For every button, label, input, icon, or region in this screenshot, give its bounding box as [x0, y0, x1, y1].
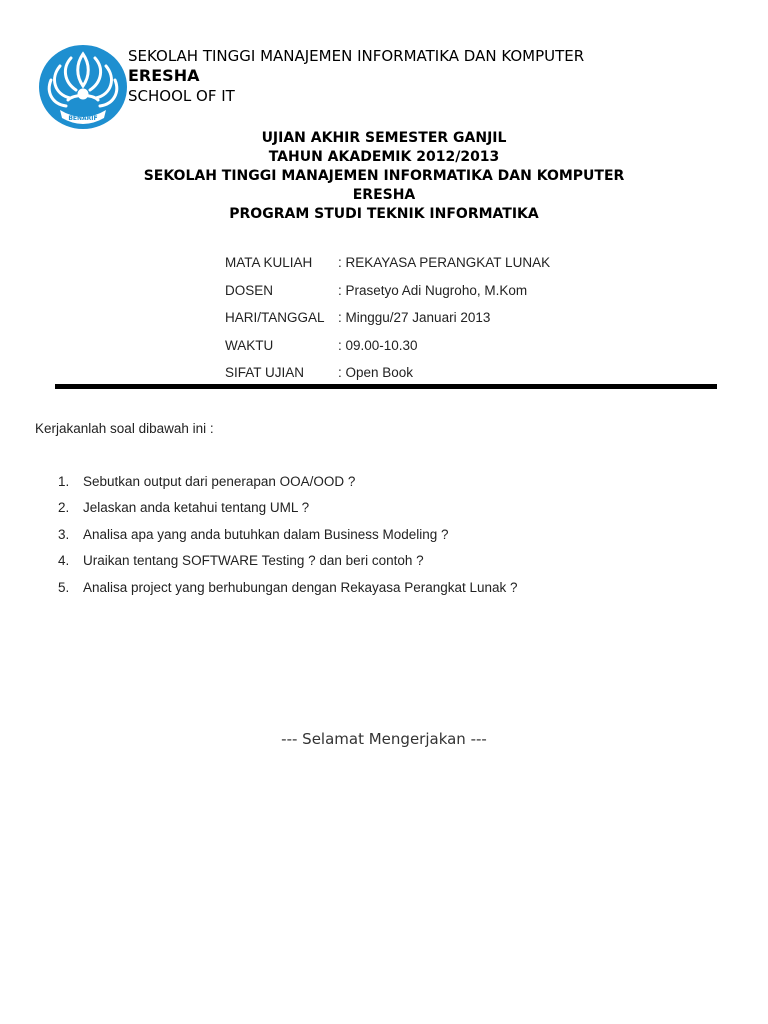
institution-short-name: ERESHA	[128, 66, 200, 85]
instruction-text: Kerjakanlah soal dibawah ini :	[35, 421, 214, 436]
institution-logo	[38, 44, 128, 130]
exam-title-block	[0, 129, 768, 224]
list-item	[58, 548, 518, 575]
info-value: : Open Book	[338, 365, 414, 381]
title-line-3: SEKOLAH TINGGI MANAJEMEN INFORMATIKA DAN KOMPUTER	[143, 168, 625, 184]
question-text: Analisa project yang berhubungan dengan Rekayasa Perangkat Lunak ?	[83, 579, 518, 595]
question-text: Analisa apa yang anda butuhkan dalam Business Modeling ?	[83, 526, 449, 542]
closing-text: --- Selamat Mengerjakan ---	[281, 730, 487, 748]
info-label: HARI/TANGGAL	[225, 310, 325, 326]
question-text: Uraikan tentang SOFTWARE Testing ? dan beri contoh ?	[83, 553, 424, 569]
question-number: 4.	[58, 553, 70, 569]
question-number: 2.	[58, 500, 70, 516]
info-value: : 09.00-10.30	[338, 337, 418, 353]
question-number: 3.	[58, 526, 70, 542]
info-row	[225, 304, 550, 332]
list-item	[58, 468, 518, 495]
institution-school: SCHOOL OF IT	[128, 87, 235, 105]
info-row	[225, 249, 550, 277]
title-line-1: UJIAN AKHIR SEMESTER GANJIL	[261, 130, 507, 146]
question-text: Sebutkan output dari penerapan OOA/OOD ?	[83, 473, 356, 489]
info-row	[225, 332, 550, 360]
info-label: SIFAT UJIAN	[225, 365, 305, 381]
info-value: : Prasetyo Adi Nugroho, M.Kom	[338, 282, 528, 298]
info-row	[225, 359, 550, 387]
info-value: : Minggu/27 Januari 2013	[338, 310, 491, 326]
list-item	[58, 521, 518, 548]
question-text: Jelaskan anda ketahui tentang UML ?	[83, 500, 310, 516]
logo-lettering: BENARIF	[68, 115, 98, 122]
institution-name: SEKOLAH TINGGI MANAJEMEN INFORMATIKA DAN KOMPUTER	[128, 47, 585, 65]
question-list	[58, 468, 518, 601]
title-line-2: TAHUN AKADEMIK 2012/2013	[268, 149, 500, 165]
list-item	[58, 574, 518, 601]
title-line-4: ERESHA	[352, 187, 416, 203]
exam-info-table	[225, 249, 550, 387]
info-label: WAKTU	[225, 337, 274, 353]
info-value: : REKAYASA PERANGKAT LUNAK	[338, 255, 551, 271]
info-label: DOSEN	[225, 282, 274, 298]
list-item	[58, 495, 518, 522]
title-line-5: PROGRAM STUDI TEKNIK INFORMATIKA	[229, 206, 539, 222]
info-label: MATA KULIAH	[225, 255, 313, 271]
info-row	[225, 277, 550, 305]
header-divider	[55, 384, 717, 389]
question-number: 1.	[58, 473, 70, 489]
question-number: 5.	[58, 579, 70, 595]
